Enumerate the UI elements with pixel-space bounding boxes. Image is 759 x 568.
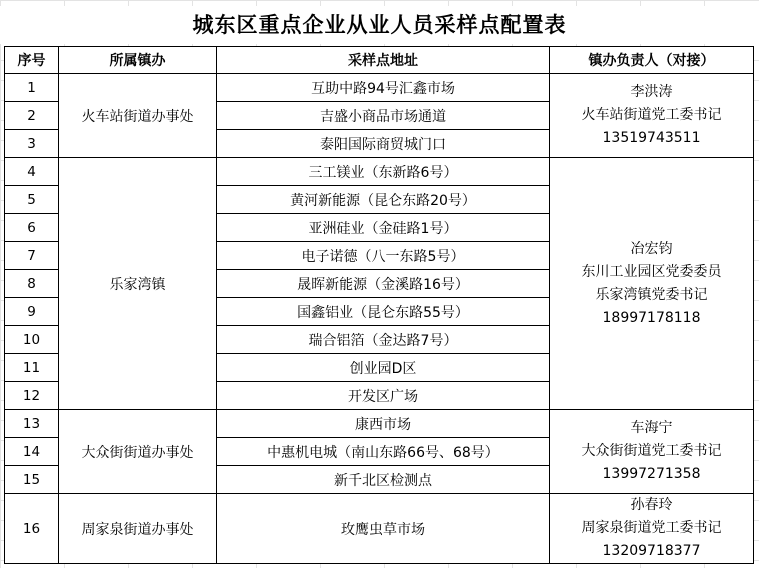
address-cell: 晟晖新能源（金溪路16号） — [217, 270, 550, 298]
address-cell: 中惠机电城（南山东路66号、68号） — [217, 438, 550, 466]
seq-cell: 12 — [5, 382, 59, 410]
town-cell: 火车站街道办事处 — [59, 74, 217, 158]
table-row — [5, 74, 754, 102]
seq-cell: 13 — [5, 410, 59, 438]
address-cell: 新千北区检测点 — [217, 466, 550, 494]
address-cell: 瑞合铝箔（金达路7号） — [217, 326, 550, 354]
contact-cell — [550, 158, 754, 410]
contact-phone: 13209718377 — [602, 543, 701, 559]
header-address: 采样点地址 — [217, 47, 550, 74]
contact-cell — [550, 410, 754, 494]
contact-phone: 13519743511 — [602, 130, 701, 146]
header-contact: 镇办负责人（对接） — [550, 47, 754, 74]
seq-cell: 16 — [5, 494, 59, 564]
sampling-points-table — [4, 46, 754, 564]
address-cell: 开发区广场 — [217, 382, 550, 410]
address-cell: 泰阳国际商贸城门口 — [217, 130, 550, 158]
seq-cell: 10 — [5, 326, 59, 354]
seq-cell: 4 — [5, 158, 59, 186]
contact-cell — [550, 74, 754, 158]
seq-cell: 1 — [5, 74, 59, 102]
address-cell: 三工镁业（东新路6号） — [217, 158, 550, 186]
address-cell: 互助中路94号汇鑫市场 — [217, 74, 550, 102]
contact-title: 东川工业园区党委委员 — [581, 263, 722, 280]
address-cell: 亚洲硅业（金硅路1号） — [217, 214, 550, 242]
header-town: 所属镇办 — [59, 47, 217, 74]
table-body — [5, 74, 754, 564]
address-cell: 国鑫铝业（昆仑东路55号） — [217, 298, 550, 326]
address-cell: 玫鹰虫草市场 — [217, 494, 550, 564]
contact-name: 李洪涛 — [630, 84, 673, 100]
seq-cell: 8 — [5, 270, 59, 298]
contact-name: 车海宁 — [630, 420, 673, 436]
header-row — [5, 47, 754, 74]
address-cell: 吉盛小商品市场通道 — [217, 102, 550, 130]
contact-title: 大众街街道党工委书记 — [581, 443, 722, 459]
table-title: 城东区重点企业从业人员采样点配置表 — [0, 6, 759, 44]
table-row — [5, 494, 754, 564]
contact-title: 火车站街道党工委书记 — [581, 107, 722, 123]
contact-cell — [550, 494, 754, 564]
town-cell: 周家泉街道办事处 — [59, 494, 217, 564]
seq-cell: 7 — [5, 242, 59, 270]
seq-cell: 11 — [5, 354, 59, 382]
table-row — [5, 410, 754, 438]
contact-title-2: 乐家湾镇党委书记 — [595, 286, 708, 303]
header-seq: 序号 — [5, 47, 59, 74]
seq-cell: 5 — [5, 186, 59, 214]
address-cell: 黄河新能源（昆仑东路20号） — [217, 186, 550, 214]
address-cell: 康西市场 — [217, 410, 550, 438]
seq-cell: 6 — [5, 214, 59, 242]
seq-cell: 9 — [5, 298, 59, 326]
seq-cell: 2 — [5, 102, 59, 130]
seq-cell: 15 — [5, 466, 59, 494]
town-cell: 大众街街道办事处 — [59, 410, 217, 494]
seq-cell: 14 — [5, 438, 59, 466]
table-row — [5, 158, 754, 186]
contact-phone: 18997178118 — [602, 309, 701, 326]
town-cell: 乐家湾镇 — [59, 158, 217, 410]
contact-name: 冶宏钧 — [630, 240, 673, 257]
contact-title: 周家泉街道党工委书记 — [581, 520, 722, 536]
address-cell: 创业园D区 — [217, 354, 550, 382]
seq-cell: 3 — [5, 130, 59, 158]
address-cell: 电子诺德（八一东路5号） — [217, 242, 550, 270]
contact-phone: 13997271358 — [602, 466, 701, 482]
contact-name: 孙春玲 — [630, 497, 673, 513]
